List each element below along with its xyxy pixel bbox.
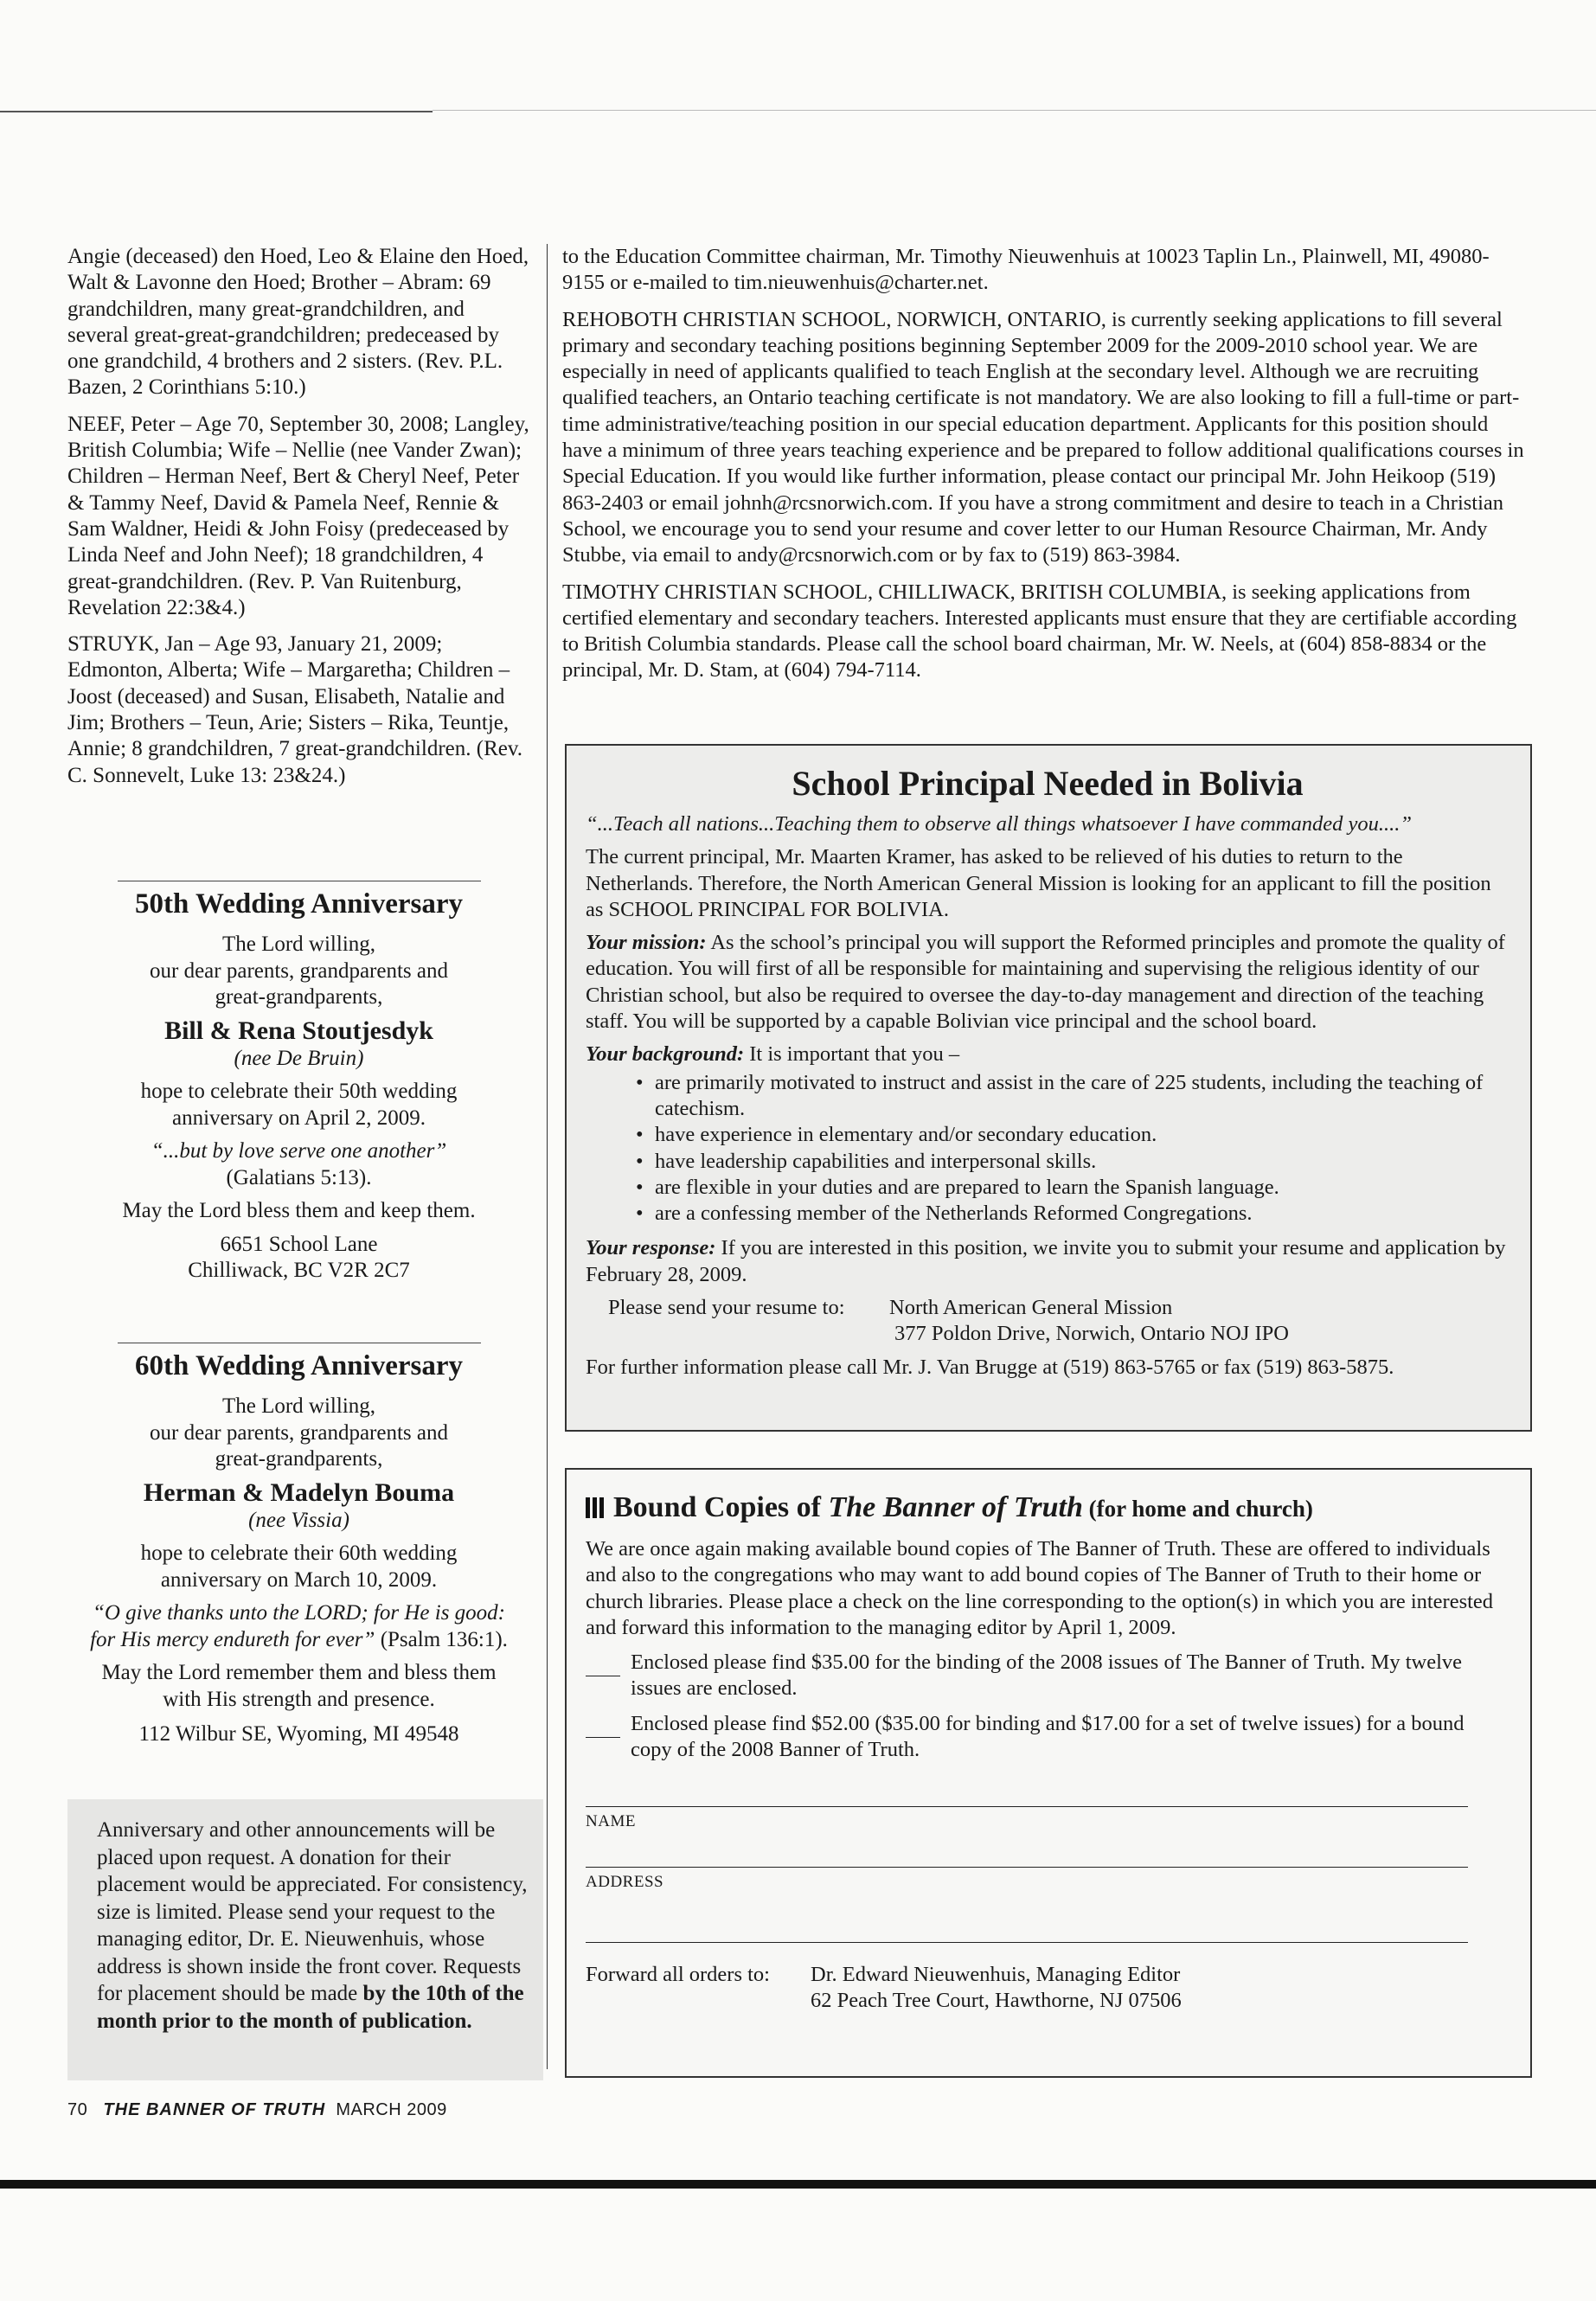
bound-copies-title: [586, 1489, 1509, 1528]
anniv-line: great-grandparents,: [215, 1447, 383, 1471]
editor-address: 62 Peach Tree Court, Hawthorne, NJ 07506: [811, 1989, 1182, 2013]
address-label: ADDRESS: [586, 1872, 664, 1891]
anniv-line: The Lord willing,: [221, 933, 376, 956]
note-text: Anniversary and other announcements will be placed upon request. A donation for their placement would be appreciated. For consistency, size is limited. Please send your request to the managing editor, Dr. E. Nieuwenhuis, whose address is shown inside the front cover. Requests for placement should be made: [97, 1818, 528, 2005]
anniv-line: hope to celebrate their 60th wedding: [140, 1541, 458, 1565]
option-bound-copy[interactable]: [586, 1711, 1509, 1764]
column-divider: [547, 244, 548, 2069]
anniv-line: hope to celebrate their 50th wedding: [140, 1080, 458, 1103]
send-addr-line2: 377 Poldon Drive, Norwich, Ontario NOJ IPO: [894, 1322, 1289, 1346]
anniversary-60th: [67, 1343, 530, 1748]
maiden-name: (nee De Bruin): [234, 1046, 364, 1070]
anniversary-60th-title: 60th Wedding Anniversary: [135, 1350, 463, 1381]
list-item: • have experience in elementary and/or secondary education.: [636, 1122, 1509, 1148]
title-suffix: (for home and church): [1082, 1496, 1313, 1522]
address-field[interactable]: [586, 1867, 1468, 1868]
issue-date: MARCH 2009: [336, 2100, 447, 2119]
address-field-2[interactable]: [586, 1942, 1468, 1943]
background-text: It is important that you –: [744, 1042, 960, 1067]
scripture-quote-cont: [67, 1627, 530, 1654]
top-rule-right: [433, 110, 1596, 111]
scripture-quote: “O give thanks unto the LORD; for He is good:: [92, 1601, 506, 1625]
bolivia-title: School Principal Needed in Bolivia: [792, 764, 1304, 803]
check-line[interactable]: [586, 1650, 620, 1676]
publication-title: THE BANNER OF TRUTH: [103, 2100, 326, 2119]
mission-label: Your mission:: [586, 931, 707, 955]
blessing-cont: with His strength and presence.: [163, 1687, 435, 1711]
name-label: NAME: [586, 1812, 636, 1831]
anniv-line: anniversary on April 2, 2009.: [171, 1106, 426, 1130]
forward-address: [811, 1962, 1182, 2015]
send-addr-line1: North American General Mission: [889, 1296, 1173, 1320]
ad-education-committee: to the Education Committee chairman, Mr. Timothy Nieuwenhuis at 10023 Taplin Ln., Plainwell, MI, 49080-9155 or e-mailed to tim.nieuwenhuis@charter.net.: [562, 245, 1490, 295]
bolivia-further-info: For further information please call Mr. J. Van Brugge at (519) 863-5765 or fax (519) 863-5875.: [586, 1355, 1394, 1379]
obituary-denhoed: Angie (deceased) den Hoed, Leo & Elaine den Hoed, Walt & Lavonne den Hoed; Brother – Abram: 69 grandchildren, many great-grandchildren, and several great-great-grandchildren; predeceased by one grandchild, 4 brothers and 2 sisters. (Rev. P.L. Bazen, 2 Corinthians 5:10.): [67, 245, 529, 400]
bolivia-principal-box: [565, 744, 1532, 1432]
response-label: Your response:: [586, 1236, 716, 1260]
mission-text: As the school’s principal you will support the Reformed principles and promote the quality of education. You will first of all be responsible for maintaining and supervising the religious identity of our Christian school, but also be required to oversee the day-to-day management and direction of the teaching staff. You will be supported by a capable Bolivian vice principal and the school board.: [586, 931, 1505, 1034]
check-line[interactable]: [586, 1711, 620, 1738]
page-footer: [67, 2100, 447, 2120]
anniv-line: our dear parents, grandparents and: [150, 1420, 448, 1445]
option-text: Enclosed please find $52.00 ($35.00 for binding and $17.00 for a set of twelve issues) for a bound copy of the 2008 Banner of Truth.: [631, 1711, 1465, 1762]
blessing: May the Lord bless them and keep them.: [122, 1199, 476, 1222]
maiden-name: (nee Vissia): [248, 1508, 349, 1532]
list-item: • have leadership capabilities and interpersonal skills.: [636, 1149, 1509, 1175]
send-address: [608, 1295, 1509, 1348]
response-text: If you are interested in this position, we invite you to submit your resume and application by February 28, 2009.: [586, 1236, 1506, 1286]
anniv-line: The Lord willing,: [221, 1394, 376, 1418]
bound-intro: We are once again making available bound copies of The Banner of Truth. These are offered to individuals and also to the congregations who may want to add bound copies of The Banner of Truth to their home or church libraries. Please place a check on the line corresponding to the option(s) in which you are interested and forward this information to the managing editor by April 1, 2009.: [586, 1537, 1494, 1639]
list-item: • are flexible in your duties and are prepared to learn the Spanish language.: [636, 1175, 1509, 1201]
ad-rehoboth: REHOBOTH CHRISTIAN SCHOOL, NORWICH, ONTARIO, is currently seeking applications to fill several primary and secondary teaching positions beginning September 2009 for the 2009-2010 school year. We are especially in need of applicants qualified to teach English at the secondary level. Although we are recruiting qualified teachers, an Ontario teaching certificate is not mandatory. We are also looking to fill a full-time or part-time administrative/teaching position in our special education department. Applicants for this position should have a minimum of three years teaching experience and be prepared to follow additional qualifications courses in Special Education. If you would like further information, please contact our principal Mr. John Heikoop (519) 863-2403 or email johnh@rcsnorwich.com. If you have a strong commitment and desire to teach in a Christian School, we encourage you to send your resume and cover letter to our Human Resource Chairman, Mr. Andy Stubbe, via email to andy@rcsnorwich.com or by fax to (519) 863-3984.: [562, 307, 1524, 567]
bolivia-response: [586, 1235, 1509, 1288]
option-binding-only[interactable]: [586, 1650, 1509, 1702]
list-item: • are a confessing member of the Netherlands Reformed Congregations.: [636, 1201, 1509, 1227]
send-label: Please send your resume to:: [608, 1296, 845, 1320]
title-publication: The Banner of Truth: [828, 1491, 1083, 1523]
page-number: 70: [67, 2100, 88, 2119]
bolivia-mission: [586, 930, 1509, 1035]
title-part: Bound Copies of: [613, 1491, 829, 1523]
scripture-ref: (Psalm 136:1).: [375, 1627, 508, 1651]
announcement-note: [67, 1799, 543, 2080]
obituary-neef: NEEF, Peter – Age 70, September 30, 2008; Langley, British Columbia; Wife – Nellie (nee Vander Zwan); Children – Herman Neef, Bert & Cheryl Neef, Peter & Tammy Neef, David & Pamela Neef, Rennie & Sam Waldner, Heidi & John Foisy (predeceased by Linda Neef and John Neef); 18 grandchildren, 4 great-grandchildren. (Rev. P. Van Ruitenburg, Revelation 22:3&4.): [67, 412, 529, 619]
editor-name: Dr. Edward Nieuwenhuis, Managing Editor: [811, 1962, 1181, 1986]
address-line: 112 Wilbur SE, Wyoming, MI 49548: [138, 1722, 459, 1746]
obituary-struyk: STRUYK, Jan – Age 93, January 21, 2009; Edmonton, Alberta; Wife – Margaretha; Children – Joost (deceased) and Susan, Elisabeth, Natalie and Jim; Brothers – Teun, Arie; Sisters – Rika, Teuntje, Annie; 8 grandchildren, 7 great-grandchildren. (Rev. C. Sonnevelt, Luke 13: 23&24.): [67, 632, 522, 787]
ad-timothy: TIMOTHY CHRISTIAN SCHOOL, CHILLIWACK, BRITISH COLUMBIA, is seeking applications from certified elementary and secondary teachers. Interested applicants must ensure that they are certifiable according to British Columbia standards. Please call the school board chairman, Mr. W. Neels, at (604) 858-8834 or the principal, Mr. D. Stam, at (604) 794-7114.: [562, 580, 1517, 683]
scripture-ref: (Galatians 5:13).: [226, 1165, 372, 1189]
anniversary-50th-title: 50th Wedding Anniversary: [135, 888, 463, 920]
bolivia-intro: The current principal, Mr. Maarten Kramer, has asked to be relieved of his duties to return to the Netherlands. Therefore, the North American General Mission is looking for an applicant to fill the position as SCHOOL PRINCIPAL FOR BOLIVIA.: [586, 845, 1491, 921]
blessing: May the Lord remember them and bless them: [101, 1661, 497, 1684]
anniv-line: our dear parents, grandparents and: [150, 958, 448, 983]
background-list: [636, 1070, 1509, 1227]
note-deadline: by the 10th of the month prior to the month of publication.: [97, 1982, 524, 2033]
anniversary-50th: [67, 881, 530, 1285]
address-line: 6651 School Lane: [220, 1232, 378, 1256]
anniv-line: great-grandparents,: [215, 985, 383, 1009]
forward-label: Forward all orders to:: [586, 1962, 770, 1986]
couple-names: Bill & Rena Stoutjesdyk: [164, 1016, 433, 1045]
bound-copies-box: [565, 1468, 1532, 2078]
ads-column: [562, 244, 1531, 695]
bars-icon: [586, 1497, 605, 1518]
couple-names: Herman & Madelyn Bouma: [143, 1477, 455, 1507]
forward-orders: [586, 1962, 1509, 2015]
anniv-line: anniversary on March 10, 2009.: [160, 1567, 438, 1592]
scripture-quote: “...but by love serve one another”: [151, 1139, 447, 1163]
name-field[interactable]: [586, 1806, 1468, 1807]
bottom-bar: [0, 2180, 1596, 2189]
address-line: Chilliwack, BC V2R 2C7: [188, 1259, 410, 1282]
top-rule: [0, 111, 433, 112]
option-text: Enclosed please find $35.00 for the binding of the 2008 issues of The Banner of Truth. My twelve issues are enclosed.: [631, 1650, 1463, 1701]
bolivia-background: [586, 1042, 1509, 1067]
obituaries-column: [67, 244, 530, 799]
list-item: • are primarily motivated to instruct and assist in the care of 225 students, including the teaching of catechism.: [636, 1070, 1509, 1123]
scripture-quote-line2: for His mercy endureth for ever”: [90, 1627, 375, 1651]
background-label: Your background:: [586, 1042, 745, 1067]
bolivia-quote: “...Teach all nations...Teaching them to observe all things whatsoever I have commanded you....”: [586, 812, 1412, 836]
